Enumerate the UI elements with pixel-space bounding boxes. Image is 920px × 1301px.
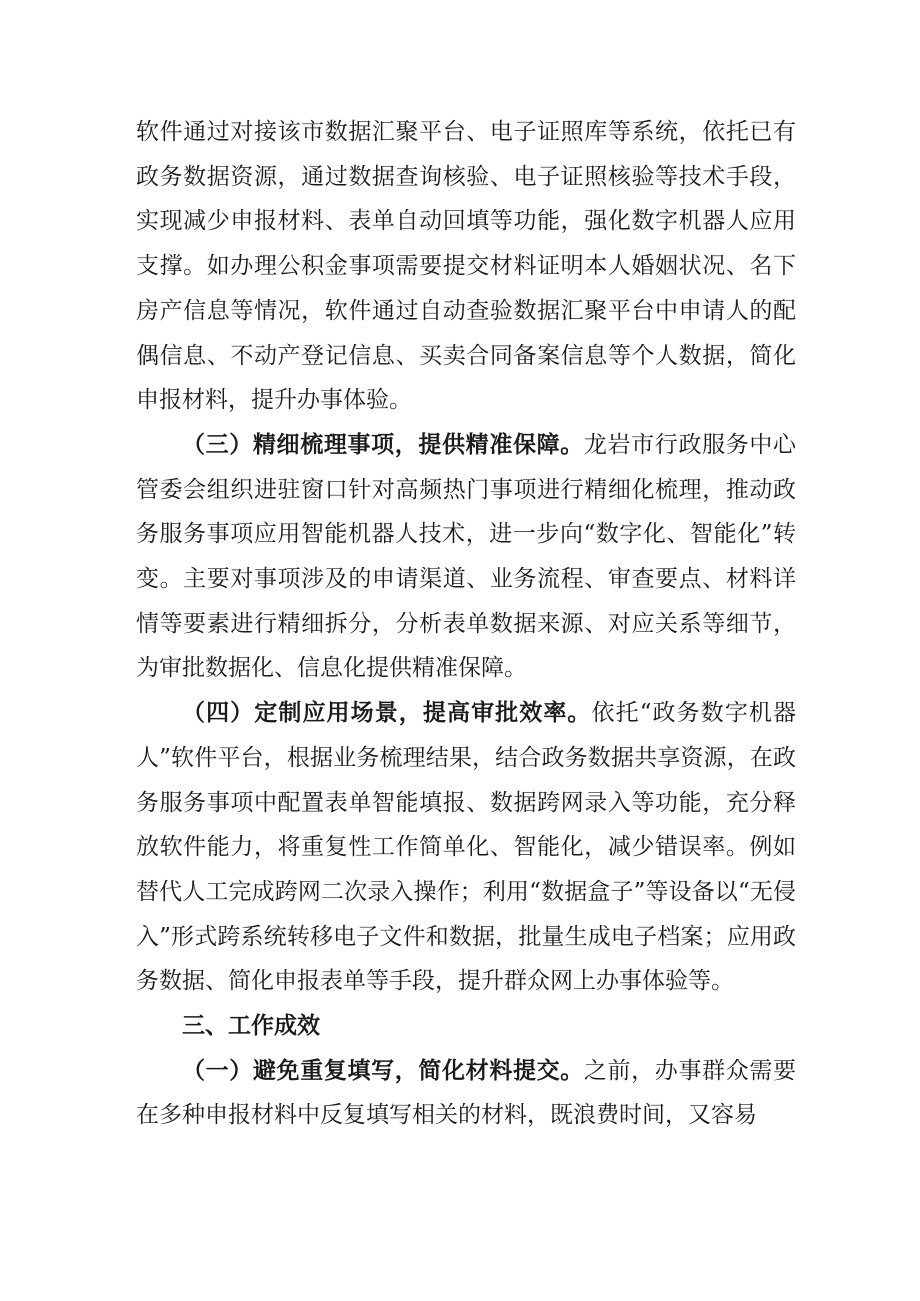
paragraph-avoid-repeat-filling	[136, 1049, 796, 1138]
paragraph-custom-scenarios	[136, 691, 796, 1004]
document-body	[136, 110, 796, 1138]
paragraph-lead-heading: （一）避免重复填写，简化材料提交。	[182, 1057, 584, 1084]
paragraph-software-integration	[136, 110, 796, 423]
paragraph-body-text: 龙岩市行政服务中心管委会组织进驻窗口针对高频热门事项进行精细化梳理，推动政务服务事项应用智能机器人技术，进一步向“数字化、智能化”转变。主要对事项涉及的申请渠道、业务流程、审查要点、材料详情等要素进行精细拆分，分析表单数据来源、对应关系等细节，为审批数据化、信息化提供精准保障。	[136, 431, 797, 682]
paragraph-body-text: 之前，办事群众需要在多种申报材料中反复填写相关的材料，既浪费时间，又容易	[136, 1057, 797, 1129]
section-heading-results: 三、工作成效	[182, 1013, 320, 1040]
paragraph-refine-items	[136, 423, 796, 691]
paragraph-body-text: 软件通过对接该市数据汇聚平台、电子证照库等系统，依托已有政务数据资源，通过数据查询核验、电子证照核验等技术手段，实现减少申报材料、表单自动回填等功能，强化数字机器人应用支撑。如办理公积金事项需要提交材料证明本人婚姻状况、名下房产信息等情况，软件通过自动查验数据汇聚平台中申请人的配偶信息、不动产登记信息、买卖合同备案信息等个人数据，简化申报材料，提升办事体验。	[136, 119, 796, 414]
paragraph-lead-heading: （四）定制应用场景，提高审批效率。	[182, 700, 592, 727]
paragraph-body-text: 依托“政务数字机器人”软件平台，根据业务梳理结果，结合政务数据共享资源，在政务服务事项中配置表单智能填报、数据跨网录入等功能，充分释放软件能力，将重复性工作简单化、智能化，减少错误率。例如替代人工完成跨网二次录入操作；利用“数据盒子”等设备以“无侵入”形式跨系统转移电子文件和数据，批量生成电子档案；应用政务数据、简化申报表单等手段，提升群众网上办事体验等。	[136, 700, 797, 995]
paragraph-lead-heading: （三）精细梳理事项，提供精准保障。	[182, 431, 584, 458]
